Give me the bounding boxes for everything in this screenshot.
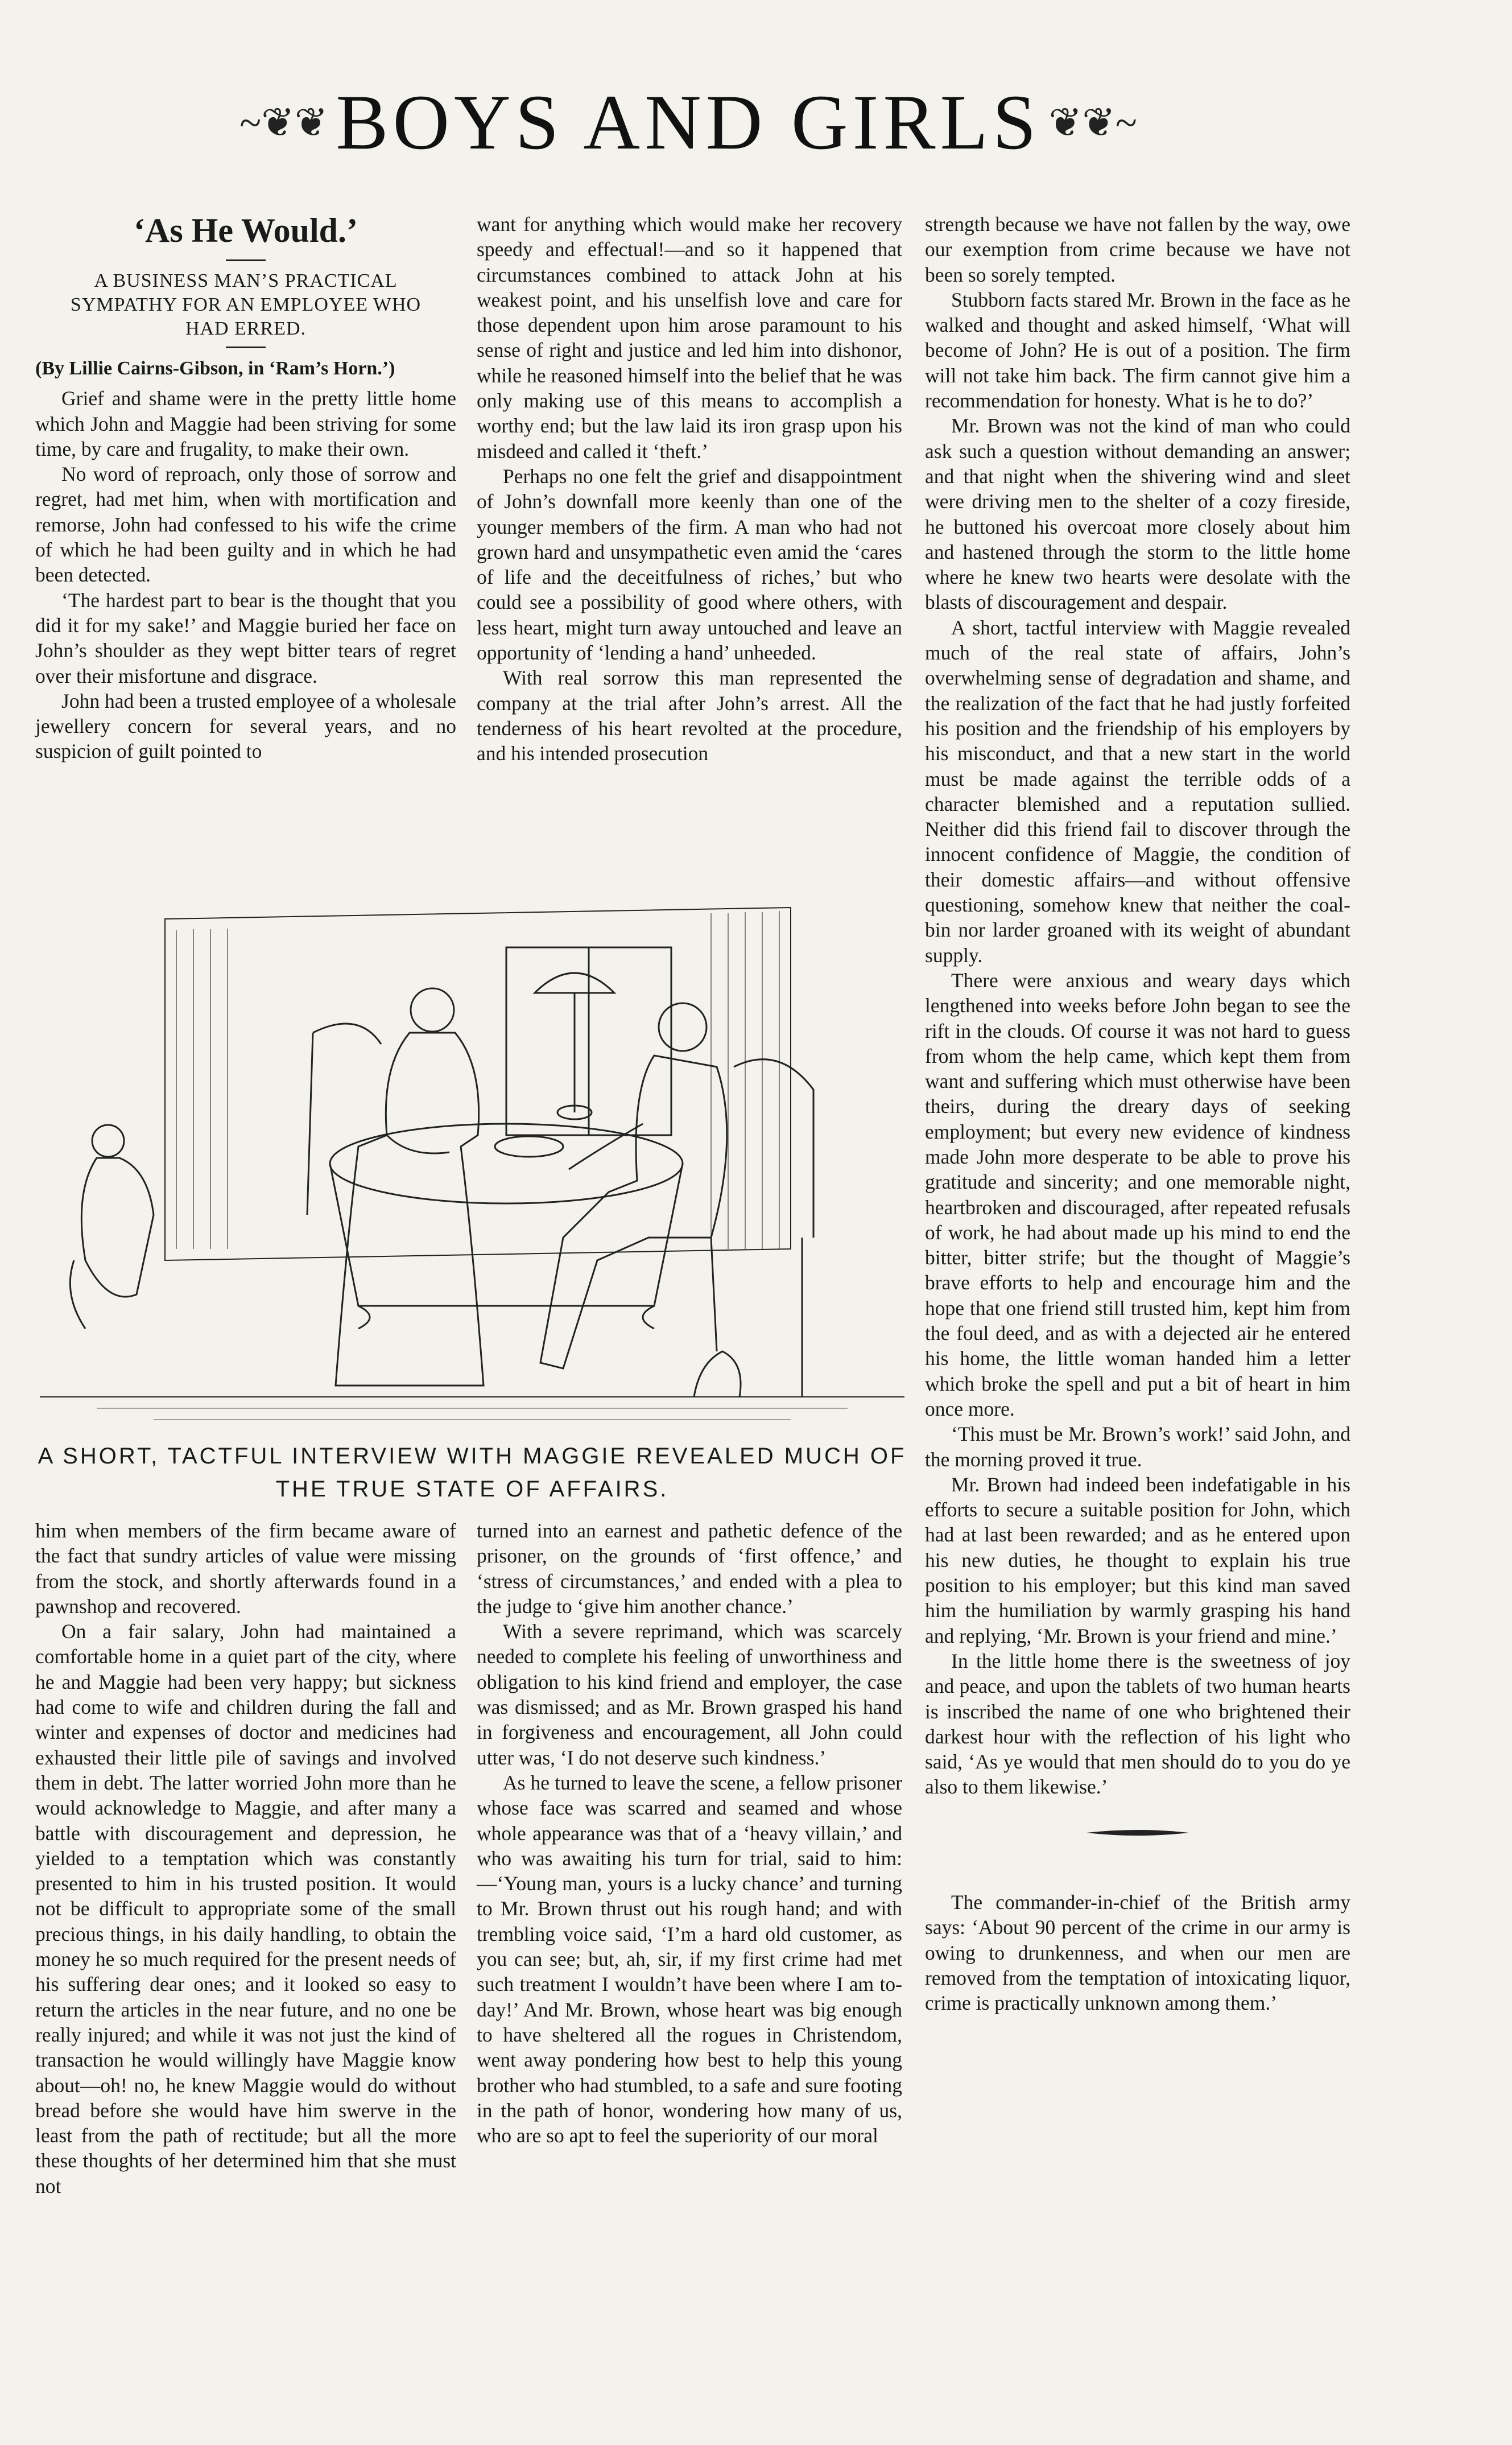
paragraph: No word of reproach, only those of sorrow and regret, had met him, when with mortification and remorse, John had confessed to his wife the crime of which he had been guilty and in which he had been detected.	[35, 463, 456, 587]
illustration-caption: A SHORT, TACTFUL INTERVIEW WITH MAGGIE REVEALED MUCH OF THE TRUE STATE OF AFFAIRS.	[38, 1444, 907, 1502]
paragraph: ‘The hardest part to bear is the thought that you did it for my sake!’ and Maggie buried her face on John’s shoulder as they wept bitter tears of regret over their misfortune and disgrace.	[35, 588, 456, 687]
article-title: ‘As He Would.’	[134, 212, 358, 249]
column-3	[925, 212, 1350, 2328]
paragraph: ‘This must be Mr. Brown’s work!’ said John, and the morning proved it true.	[925, 1423, 1350, 1471]
left-ornament-icon: ~❦❦	[239, 101, 328, 145]
paragraph: John had been a trusted employee of a wholesale jewellery concern for several years, and no suspicion of guilt pointed to	[35, 689, 456, 763]
column-1-top	[35, 212, 456, 860]
paragraph: With real sorrow this man represented the company at the trial after John’s arrest. All the tenderness of his heart revolted at the procedure, and his intended prosecution	[477, 666, 902, 765]
paragraph: Mr. Brown had indeed been indefatigable in his efforts to secure a suitable position for John, which had at last been rewarded; and as he entered upon his new duties, he thought to explain his true position to his employer; but this kind man saved him the humiliation by warmly grasping his hand and replying, ‘Mr. Brown is your friend and mine.’	[925, 1473, 1350, 1647]
paragraph: strength because we have not fallen by the way, owe our exemption from crime because we have not been so sorely tempted.	[925, 213, 1350, 286]
paragraph: In the little home there is the sweetness of joy and peace, and upon the tablets of two human hearts is inscribed the name of one who brightened their darkest hour with the reflection of his light who said, ‘As ye would that men should do to you do ye also to them likewise.’	[925, 1649, 1350, 1799]
paragraph: Mr. Brown was not the kind of man who could ask such a question without demanding an answer; and that night when the shivering wind and sleet were driving men to the shelter of a cozy fireside, he buttoned his overcoat more closely about him and hastened through the storm to the little home where he knew two hearts were desolate with the blasts of discouragement and despair.	[925, 414, 1350, 614]
paragraph: On a fair salary, John had maintained a comfortable home in a quiet part of the city, where he and Maggie had been very happy; but sickness had come to wife and children during the fall and winter and expenses of doctor and medicines had exhausted their little pile of savings and involved them in debt. The latter worried John more than he would acknowledge to Maggie, and after many a battle with discouragement and depression, he yielded to a temptation which was constantly presented to him in his trusted position. It would not be difficult to appropriate some of the small precious things, in his daily handling, to obtain the money he so much required for the present needs of his suffering dear ones; and it looked so easy to return the articles in the near future, and no one be really injured; and while it was not just the kind of transaction he would willingly have Maggie know about—oh! no, he knew Maggie would do without bread before she would have him swerve in the least from the path of rectitude; but all the more these thoughts of her determined him that she must not	[35, 1620, 456, 2197]
paragraph: Perhaps no one felt the grief and disappointment of John’s downfall more keenly than one of the younger members of the firm. A man who had not grown hard and unsympathetic even amid the ‘cares of life and the deceitfulness of riches,’ but who could see a possibility of good where others, with less heart, might turn away untouched and leave an opportunity of ‘lending a hand’ unheeded.	[477, 464, 902, 665]
paragraph: There were anxious and weary days which lengthened into weeks before John began to see the rift in the clouds. Of course it was not hard to guess from whom the help came, which kept them from want and suffering which must otherwise have been theirs, during the dreary days of seeking employment; but every new evidence of kindness made John more desperate to be able to prove his gratitude and sincerity; and one memorable night, heartbroken and discouraged, after repeated refusals of work, he had about made up his mind to end the bitter, bitter strife; but the thought of Maggie’s brave efforts to help and encourage him and the hope that one friend still trusted him, kept him from the foul deed, and as with a dejected air he entered his home, the little woman handed him a letter which broke the spell and put a bit of heart in him once more.	[925, 968, 1350, 1420]
interview-scene-engraving	[40, 896, 904, 1431]
subhead-rule	[226, 347, 266, 348]
byline: (By Lillie Cairns-Gibson, in ‘Ram’s Horn.’)	[35, 358, 395, 379]
section-title: BOYS AND GIRLS	[336, 79, 1041, 166]
footnote-paragraph: The commander-in-chief of the British army says: ‘About 90 percent of the crime in our army is owing to drunkenness, and when our men are removed from the temptation of intoxicating liquor, crime is practically unknown among them.’	[925, 1891, 1350, 2015]
column-2-bottom	[477, 1518, 902, 2326]
col1-top-paragraphs	[35, 386, 456, 764]
paragraph: With a severe reprimand, which was scarcely needed to complete his feeling of unworthiness and obligation to his kind friend and employer, the case was dismissed; and as Mr. Brown grasped his hand in forgiveness and encouragement, all John could utter was, ‘I do not deserve such kindness.’	[477, 1620, 902, 1769]
paragraph: Grief and shame were in the pretty little home which John and Maggie had been striving for some time, by care and frugality, to make their own.	[35, 387, 456, 460]
section-divider	[925, 1819, 1350, 1844]
column-1-bottom	[35, 1518, 456, 2326]
column-2-top	[477, 212, 902, 860]
paragraph: turned into an earnest and pathetic defence of the prisoner, on the grounds of ‘first offence,’ and ‘stress of circumstances,’ and ended with a plea to the judge to ‘give him another chance.’	[477, 1519, 902, 1618]
title-rule	[226, 259, 266, 261]
paragraph: him when members of the firm became aware of the fact that sundry articles of value were missing from the stock, and shortly afterwards found in a pawnshop and recovered.	[35, 1519, 456, 1618]
masthead	[205, 80, 1172, 165]
paragraph: As he turned to leave the scene, a fellow prisoner whose face was scarred and seamed and whose whole appearance was that of a ‘heavy villain,’ and who was awaiting his turn for trial, said to him:—‘Young man, yours is a lucky chance’ and turning to Mr. Brown thrust out his rough hand; and with trembling voice said, ‘I’m a hard old customer, as you can see; but, ah, sir, if my first crime had met such treatment I wouldn’t have been where I am to-day!’ And Mr. Brown, whose heart was big enough to have sheltered all the rogues in Christendom, went away pondering how best to help this young brother who had stumbled, to a safe and sure footing in the path of honor, wondering how many of us, who are so apt to feel the superiority of our moral	[477, 1771, 902, 2147]
right-ornament-icon: ❦❦~	[1048, 101, 1137, 145]
illustration	[40, 896, 904, 1431]
paragraph: A short, tactful interview with Maggie revealed much of the real state of affairs, John’s overwhelming sense of degradation and shame, and the realization of the fact that he had justly forfeited his position and the friendship of his employers by his misconduct, and that a new start in the world must be made against the terrible odds of a character blemished and a reputation sullied. Neither did this friend fail to discover through the innocent confidence of Maggie, the condition of their domestic affairs—and without offensive questioning, somehow knew that neither the coal-bin nor larder groaned with its weight of abundant supply.	[925, 616, 1350, 967]
article-subhead: A BUSINESS MAN’S PRACTICAL SYMPATHY FOR AN EMPLOYEE WHO HAD ERRED.	[70, 270, 422, 339]
paragraph: want for anything which would make her recovery speedy and effectual!—and so it happened that circumstances combined to attack John at his weakest point, and his unselfish love and care for those dependent upon him arose paramount to his sense of right and justice and led him into dishonor, while he reasoned himself into the belief that he was only making use of this means to accomplish a worthy end; but the law laid its iron grasp upon his misdeed and called it ‘theft.’	[477, 213, 902, 463]
divider-ornament-icon	[1087, 1827, 1189, 1838]
paragraph: Stubborn facts stared Mr. Brown in the face as he walked and thought and asked himself, ‘What will become of John? He is out of a position. The firm will not take him back. The firm cannot give him a recommendation for honesty. What is he to do?’	[925, 288, 1350, 413]
